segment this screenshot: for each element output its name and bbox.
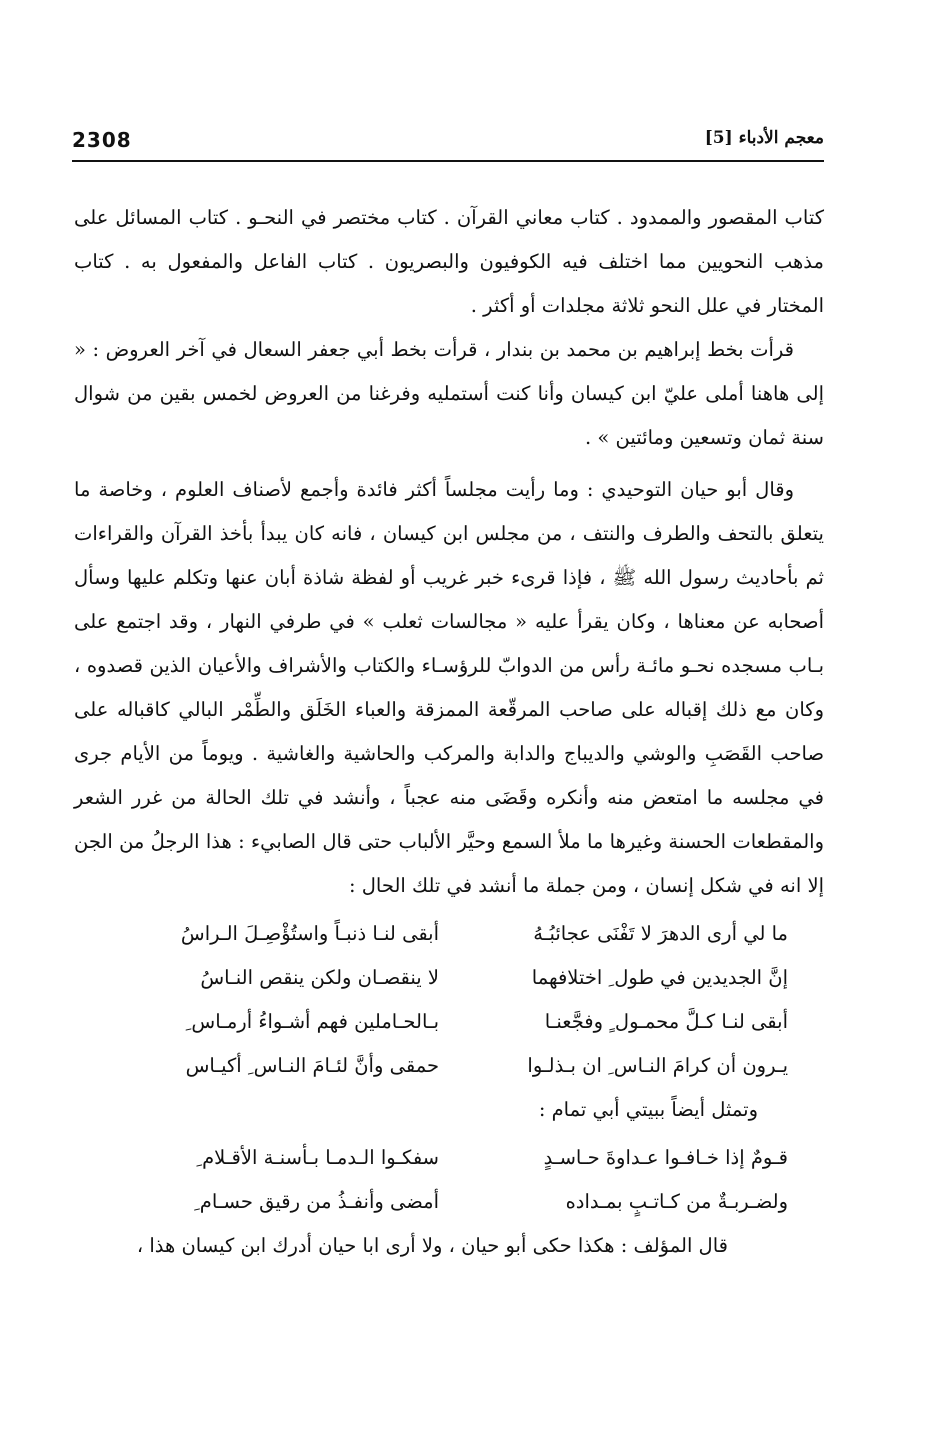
poem-2 [74,1136,824,1224]
hemistich-first: أبقى لنـا كـلَّ محمـول ٍ وفجَّعنـا [544,1010,788,1033]
hemistich-second: حمقى وأنَّ لئـامَ النـاس ِ أكيـاس [185,1054,440,1077]
page-number: 2308 [72,128,132,152]
verse-line [74,912,824,956]
verse-line [74,1000,824,1044]
paragraph-manuscript-note: قرأت بخط إبراهيم بن محمد بن بندار ، قرأت بخط أبي جعفر السعال في آخر العروض : « إلى هاهنا أملى عليّ ابن كيسان وأنا كنت أستمليه وفرغنا من العروض لخمس بقين من شوال سنة ثمان وتسعين ومائتين » . [74,338,824,449]
poem-2-intro: وتمثل أيضاً ببيتي أبي تمام : [538,1098,758,1121]
hemistich-second: بـالحـاملين فهم أشـواءُ أرمـاس ِ [185,1010,440,1033]
hemistich-first: يـرون أن كرامَ النـاس ِ ان بـذلـوا [527,1054,788,1077]
paragraph-tawhidi-account: وقال أبو حيان التوحيدي : وما رأيت مجلساً أكثر فائدة وأجمع لأصناف العلوم ، وخاصة ما يتعلق بالتحف والطرف والنتف ، من مجلس ابن كيسان ، فانه كان يبدأ بأخذ القرآن والقراءات ثم بأحاديث رسول الله ﷺ ، فإذا قرىء خبر غريب أو لفظة شاذة أبان عنها وتكلم عليها وسأل أصحابه عن معناها ، وكان يقرأ عليه « مجالسات ثعلب » في طرفي النهار ، وقد اجتمع على بـاب مسجده نحـو مائـة رأس من الدوابّ للرؤسـاء والكتاب والأشراف والأعيان الذين قصدوه ، وكان مع ذلك إقباله على صاحب المرقّعة الممزقة والعباء الخَلَق والطِّمْر البالي كاقباله على صاحب القَصَبِ والوشي والديباج والدابة والمركب والحاشية والغاشية . ويوماً من الأيام جرى في مجلسه ما امتعض منه وأنكره وقَضَى منه عجباً ، وأنشد في تلك الحالة من غرر الشعر والمقطعات الحسنة وغيرها ما ملأ السمع وحيَّر الألباب حتى قال الصابيء : هذا الرجلُ من الجن إلا انه في شكل إنسان ، ومن جملة ما أنشد في تلك الحال : [74,478,824,897]
hemistich-second: أمضى وأنفـذُ من رقيق حسـام ِ [194,1190,440,1213]
poem-1 [74,912,824,1088]
header-rule [72,160,824,162]
verse-line [74,1044,824,1088]
paragraph-author-comment: قال المؤلف : هكذا حكى أبو حيان ، ولا أرى ابا حيان أدرك ابن كيسان هذا ، [136,1234,728,1257]
verse-line [74,1180,824,1224]
verse-line [74,956,824,1000]
hemistich-second: أبقى لنـا ذنبـاً واستُؤْصِـلَ الـراسُ [180,922,440,945]
main-text [74,196,824,1268]
hemistich-first: قـومٌ إذا خـافـوا عـداوةَ حـاسـدٍ [543,1146,788,1169]
paragraph-book-list: كتاب المقصور والممدود . كتاب معاني القرآن . كتاب مختصر في النحـو . كتاب المسائل على مذهب النحويين مما اختلف فيه الكوفيون والبصريون . كتاب الفاعل والمفعول به . كتاب المختار في علل النحو ثلاثة مجلدات أو أكثر . [74,206,824,317]
page-header [72,128,824,158]
hemistich-first: إنَّ الجديدين في طول ِ اختلافهما [531,966,788,989]
verse-line [74,1136,824,1180]
hemistich-first: ولضـربـةٌ من كـاتـبٍ بمـداده [565,1190,788,1213]
hemistich-first: ما لي أرى الدهرَ لا تَفْنَى عجائبُـهُ [533,922,788,945]
hemistich-second: سفكـوا الـدمـا بـأسنـة الأقـلام ِ [196,1146,440,1169]
hemistich-second: لا ينقصـان ولكن ينقص النـاسُ [200,966,440,989]
running-title: معجم الأدباء [5] [704,128,824,148]
